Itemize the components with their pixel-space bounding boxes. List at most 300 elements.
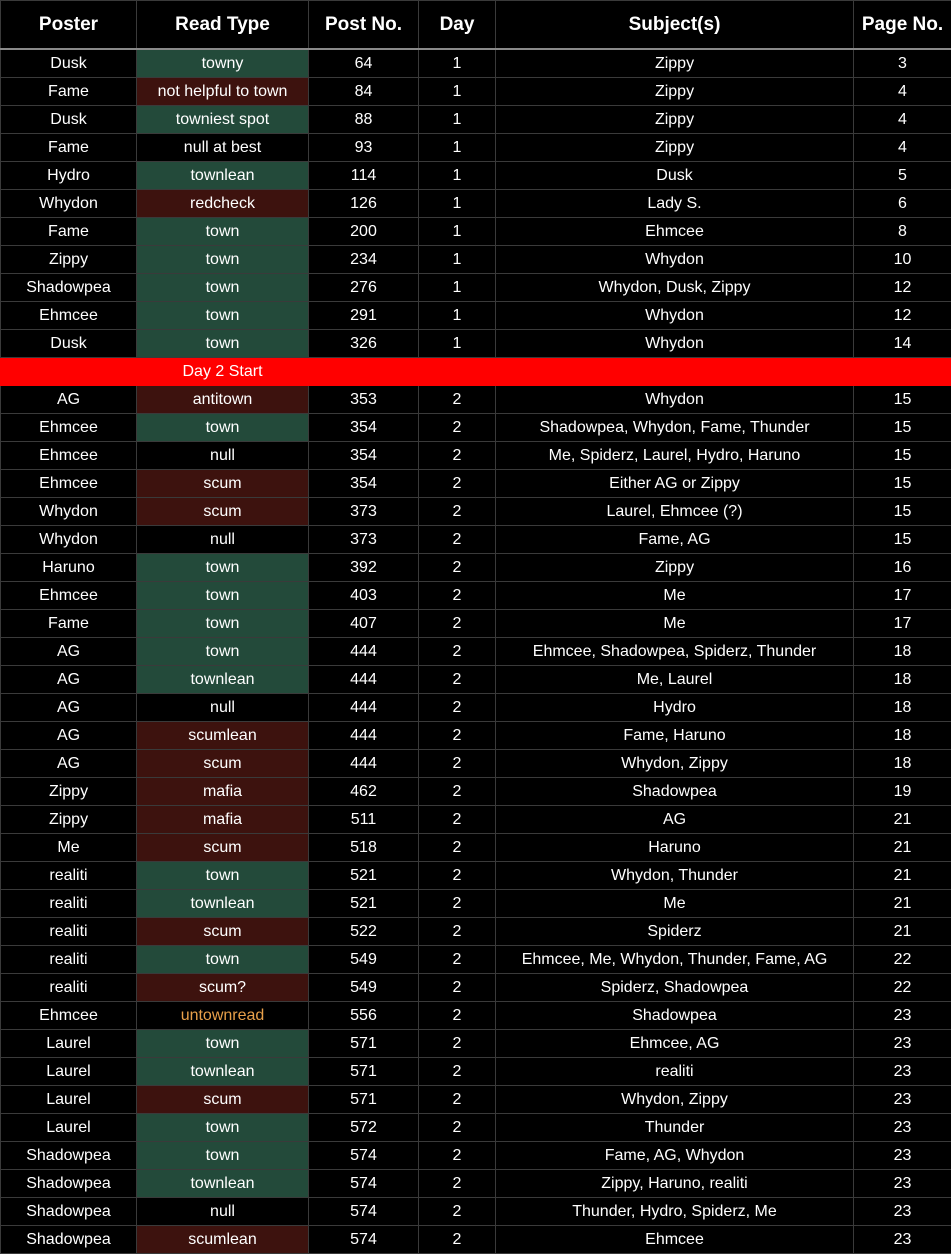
cell-post-no: 392 — [309, 554, 419, 582]
cell-read-type: null — [137, 442, 309, 470]
cell-day: 2 — [419, 498, 496, 526]
cell-post-no: 574 — [309, 1142, 419, 1170]
cell-page-no: 15 — [854, 414, 951, 442]
cell-read-type: town — [137, 554, 309, 582]
cell-day: 2 — [419, 694, 496, 722]
cell-poster: Me — [1, 834, 137, 862]
cell-page-no: 18 — [854, 750, 951, 778]
cell-day: 2 — [419, 442, 496, 470]
cell-post-no: 407 — [309, 610, 419, 638]
cell-poster: Zippy — [1, 778, 137, 806]
table-row — [1, 1226, 951, 1254]
cell-day: 2 — [419, 806, 496, 834]
cell-page-no: 6 — [854, 190, 951, 218]
cell-post-no: 572 — [309, 1114, 419, 1142]
cell-poster: Hydro — [1, 162, 137, 190]
cell-day: 1 — [419, 274, 496, 302]
table-row — [1, 638, 951, 666]
cell-post-no: 354 — [309, 442, 419, 470]
cell-poster: Laurel — [1, 1058, 137, 1086]
cell-read-type: town — [137, 610, 309, 638]
cell-post-no: 126 — [309, 190, 419, 218]
day-divider-cell — [1, 358, 137, 386]
cell-page-no: 23 — [854, 1226, 951, 1254]
cell-read-type: townlean — [137, 1170, 309, 1198]
cell-day: 2 — [419, 1030, 496, 1058]
cell-day: 2 — [419, 414, 496, 442]
cell-subjects: Zippy — [496, 78, 854, 106]
cell-page-no: 3 — [854, 49, 951, 78]
cell-poster: Shadowpea — [1, 1226, 137, 1254]
cell-day: 1 — [419, 162, 496, 190]
day-divider-row — [1, 358, 951, 386]
cell-day: 2 — [419, 1226, 496, 1254]
cell-read-type: townlean — [137, 162, 309, 190]
cell-page-no: 18 — [854, 638, 951, 666]
cell-page-no: 5 — [854, 162, 951, 190]
cell-page-no: 12 — [854, 274, 951, 302]
cell-read-type: not helpful to town — [137, 78, 309, 106]
cell-day: 2 — [419, 1002, 496, 1030]
cell-poster: Ehmcee — [1, 470, 137, 498]
cell-page-no: 23 — [854, 1086, 951, 1114]
cell-day: 2 — [419, 974, 496, 1002]
cell-page-no: 22 — [854, 974, 951, 1002]
cell-page-no: 23 — [854, 1114, 951, 1142]
cell-poster: Ehmcee — [1, 582, 137, 610]
table-row — [1, 218, 951, 246]
cell-subjects: realiti — [496, 1058, 854, 1086]
cell-subjects: Me — [496, 890, 854, 918]
cell-read-type: scum — [137, 834, 309, 862]
cell-page-no: 4 — [854, 78, 951, 106]
cell-poster: Whydon — [1, 190, 137, 218]
table-row — [1, 610, 951, 638]
cell-post-no: 354 — [309, 470, 419, 498]
cell-subjects: Thunder — [496, 1114, 854, 1142]
cell-page-no: 12 — [854, 302, 951, 330]
cell-poster: Ehmcee — [1, 1002, 137, 1030]
cell-read-type: town — [137, 246, 309, 274]
table-row — [1, 862, 951, 890]
cell-subjects: Thunder, Hydro, Spiderz, Me — [496, 1198, 854, 1226]
cell-poster: Ehmcee — [1, 414, 137, 442]
cell-day: 2 — [419, 1198, 496, 1226]
cell-post-no: 574 — [309, 1198, 419, 1226]
cell-poster: Ehmcee — [1, 442, 137, 470]
cell-poster: realiti — [1, 946, 137, 974]
cell-post-no: 444 — [309, 750, 419, 778]
cell-poster: realiti — [1, 890, 137, 918]
cell-subjects: Fame, Haruno — [496, 722, 854, 750]
cell-subjects: Spiderz, Shadowpea — [496, 974, 854, 1002]
header-page-no: Page No. — [854, 1, 951, 50]
cell-page-no: 23 — [854, 1198, 951, 1226]
cell-subjects: Zippy, Haruno, realiti — [496, 1170, 854, 1198]
cell-subjects: Ehmcee — [496, 218, 854, 246]
cell-read-type: townlean — [137, 666, 309, 694]
cell-subjects: Me, Spiderz, Laurel, Hydro, Haruno — [496, 442, 854, 470]
cell-page-no: 21 — [854, 890, 951, 918]
table-row — [1, 470, 951, 498]
cell-read-type: town — [137, 946, 309, 974]
cell-read-type: town — [137, 1114, 309, 1142]
cell-read-type: town — [137, 862, 309, 890]
cell-page-no: 15 — [854, 498, 951, 526]
cell-page-no: 21 — [854, 806, 951, 834]
cell-page-no: 10 — [854, 246, 951, 274]
cell-day: 1 — [419, 246, 496, 274]
cell-poster: AG — [1, 722, 137, 750]
cell-post-no: 64 — [309, 49, 419, 78]
cell-poster: Dusk — [1, 330, 137, 358]
cell-subjects: Me — [496, 582, 854, 610]
table-row — [1, 1002, 951, 1030]
cell-subjects: Lady S. — [496, 190, 854, 218]
cell-read-type: town — [137, 330, 309, 358]
cell-read-type: townlean — [137, 1058, 309, 1086]
cell-post-no: 521 — [309, 862, 419, 890]
cell-post-no: 403 — [309, 582, 419, 610]
cell-subjects: Whydon — [496, 386, 854, 414]
table-row — [1, 190, 951, 218]
table-row — [1, 974, 951, 1002]
cell-post-no: 373 — [309, 498, 419, 526]
cell-post-no: 114 — [309, 162, 419, 190]
cell-read-type: untownread — [137, 1002, 309, 1030]
cell-post-no: 574 — [309, 1226, 419, 1254]
cell-poster: realiti — [1, 862, 137, 890]
cell-page-no: 17 — [854, 610, 951, 638]
table-row — [1, 1086, 951, 1114]
header-row — [1, 1, 951, 50]
cell-read-type: scumlean — [137, 1226, 309, 1254]
cell-subjects: Whydon, Thunder — [496, 862, 854, 890]
cell-read-type: redcheck — [137, 190, 309, 218]
header-day: Day — [419, 1, 496, 50]
cell-page-no: 19 — [854, 778, 951, 806]
cell-post-no: 84 — [309, 78, 419, 106]
cell-page-no: 15 — [854, 470, 951, 498]
cell-subjects: Me, Laurel — [496, 666, 854, 694]
cell-read-type: town — [137, 218, 309, 246]
cell-read-type: towniest spot — [137, 106, 309, 134]
cell-read-type: town — [137, 302, 309, 330]
cell-post-no: 444 — [309, 722, 419, 750]
cell-read-type: null at best — [137, 134, 309, 162]
table-row — [1, 330, 951, 358]
cell-post-no: 444 — [309, 666, 419, 694]
cell-read-type: scum? — [137, 974, 309, 1002]
cell-post-no: 462 — [309, 778, 419, 806]
day-divider-cell — [419, 358, 496, 386]
cell-read-type: scum — [137, 498, 309, 526]
cell-day: 2 — [419, 918, 496, 946]
table-row — [1, 750, 951, 778]
header-read-type: Read Type — [137, 1, 309, 50]
cell-day: 2 — [419, 1086, 496, 1114]
cell-post-no: 444 — [309, 638, 419, 666]
day-divider-cell — [496, 358, 854, 386]
cell-poster: Laurel — [1, 1030, 137, 1058]
cell-page-no: 17 — [854, 582, 951, 610]
cell-page-no: 18 — [854, 722, 951, 750]
cell-day: 1 — [419, 106, 496, 134]
cell-post-no: 571 — [309, 1058, 419, 1086]
cell-read-type: antitown — [137, 386, 309, 414]
cell-day: 2 — [419, 386, 496, 414]
table-row — [1, 1030, 951, 1058]
cell-poster: Dusk — [1, 106, 137, 134]
cell-read-type: town — [137, 582, 309, 610]
table-row — [1, 554, 951, 582]
cell-post-no: 549 — [309, 946, 419, 974]
table-row — [1, 666, 951, 694]
cell-post-no: 522 — [309, 918, 419, 946]
table-row — [1, 526, 951, 554]
table-row — [1, 1058, 951, 1086]
cell-page-no: 21 — [854, 862, 951, 890]
cell-post-no: 354 — [309, 414, 419, 442]
cell-page-no: 21 — [854, 834, 951, 862]
cell-read-type: scum — [137, 918, 309, 946]
cell-post-no: 518 — [309, 834, 419, 862]
cell-page-no: 4 — [854, 134, 951, 162]
cell-subjects: Whydon — [496, 330, 854, 358]
cell-page-no: 15 — [854, 386, 951, 414]
table-row — [1, 1170, 951, 1198]
cell-poster: AG — [1, 638, 137, 666]
cell-day: 1 — [419, 134, 496, 162]
cell-poster: Shadowpea — [1, 1170, 137, 1198]
cell-post-no: 444 — [309, 694, 419, 722]
cell-post-no: 353 — [309, 386, 419, 414]
cell-page-no: 4 — [854, 106, 951, 134]
cell-post-no: 571 — [309, 1030, 419, 1058]
cell-post-no: 200 — [309, 218, 419, 246]
cell-subjects: Fame, AG — [496, 526, 854, 554]
cell-day: 1 — [419, 302, 496, 330]
cell-read-type: null — [137, 1198, 309, 1226]
cell-page-no: 23 — [854, 1142, 951, 1170]
cell-post-no: 88 — [309, 106, 419, 134]
cell-poster: realiti — [1, 918, 137, 946]
cell-day: 2 — [419, 862, 496, 890]
cell-day: 1 — [419, 49, 496, 78]
cell-subjects: Ehmcee, AG — [496, 1030, 854, 1058]
cell-subjects: Hydro — [496, 694, 854, 722]
table-row — [1, 302, 951, 330]
cell-poster: Shadowpea — [1, 1198, 137, 1226]
cell-page-no: 18 — [854, 694, 951, 722]
cell-day: 2 — [419, 834, 496, 862]
table-row — [1, 442, 951, 470]
table-row — [1, 778, 951, 806]
cell-read-type: null — [137, 526, 309, 554]
cell-read-type: mafia — [137, 806, 309, 834]
cell-poster: Fame — [1, 218, 137, 246]
table-row — [1, 918, 951, 946]
cell-day: 2 — [419, 582, 496, 610]
cell-page-no: 8 — [854, 218, 951, 246]
cell-poster: Laurel — [1, 1114, 137, 1142]
cell-post-no: 291 — [309, 302, 419, 330]
cell-day: 2 — [419, 890, 496, 918]
cell-read-type: scum — [137, 750, 309, 778]
cell-read-type: scumlean — [137, 722, 309, 750]
cell-subjects: Ehmcee — [496, 1226, 854, 1254]
cell-post-no: 373 — [309, 526, 419, 554]
cell-read-type: scum — [137, 1086, 309, 1114]
cell-poster: Zippy — [1, 246, 137, 274]
cell-subjects: Whydon — [496, 302, 854, 330]
cell-page-no: 14 — [854, 330, 951, 358]
cell-read-type: scum — [137, 470, 309, 498]
cell-poster: Zippy — [1, 806, 137, 834]
cell-subjects: Zippy — [496, 134, 854, 162]
cell-poster: Fame — [1, 610, 137, 638]
cell-day: 2 — [419, 1114, 496, 1142]
table-row — [1, 834, 951, 862]
table-row — [1, 582, 951, 610]
cell-day: 2 — [419, 526, 496, 554]
cell-day: 1 — [419, 330, 496, 358]
cell-post-no: 571 — [309, 1086, 419, 1114]
cell-day: 2 — [419, 666, 496, 694]
table-row — [1, 694, 951, 722]
cell-post-no: 234 — [309, 246, 419, 274]
table-row — [1, 890, 951, 918]
cell-subjects: Ehmcee, Me, Whydon, Thunder, Fame, AG — [496, 946, 854, 974]
table-row — [1, 106, 951, 134]
cell-day: 1 — [419, 218, 496, 246]
cell-subjects: Whydon, Dusk, Zippy — [496, 274, 854, 302]
cell-page-no: 16 — [854, 554, 951, 582]
table-row — [1, 1114, 951, 1142]
cell-subjects: Laurel, Ehmcee (?) — [496, 498, 854, 526]
cell-poster: Whydon — [1, 526, 137, 554]
cell-day: 2 — [419, 946, 496, 974]
cell-read-type: towny — [137, 49, 309, 78]
cell-read-type: town — [137, 274, 309, 302]
table-row — [1, 386, 951, 414]
cell-subjects: Shadowpea, Whydon, Fame, Thunder — [496, 414, 854, 442]
cell-subjects: Whydon, Zippy — [496, 750, 854, 778]
cell-read-type: town — [137, 638, 309, 666]
cell-day: 2 — [419, 470, 496, 498]
cell-poster: Dusk — [1, 49, 137, 78]
cell-page-no: 15 — [854, 526, 951, 554]
cell-page-no: 23 — [854, 1058, 951, 1086]
cell-subjects: Fame, AG, Whydon — [496, 1142, 854, 1170]
cell-day: 2 — [419, 638, 496, 666]
cell-day: 2 — [419, 778, 496, 806]
cell-poster: AG — [1, 386, 137, 414]
cell-poster: Laurel — [1, 1086, 137, 1114]
table-row — [1, 1198, 951, 1226]
cell-poster: Shadowpea — [1, 274, 137, 302]
cell-post-no: 93 — [309, 134, 419, 162]
cell-poster: AG — [1, 750, 137, 778]
cell-page-no: 23 — [854, 1170, 951, 1198]
cell-day: 2 — [419, 554, 496, 582]
cell-read-type: null — [137, 694, 309, 722]
cell-post-no: 521 — [309, 890, 419, 918]
cell-read-type: townlean — [137, 890, 309, 918]
cell-subjects: Whydon, Zippy — [496, 1086, 854, 1114]
cell-day: 2 — [419, 610, 496, 638]
day-divider-label: Day 2 Start — [137, 358, 309, 386]
header-poster: Poster — [1, 1, 137, 50]
cell-poster: Fame — [1, 134, 137, 162]
cell-day: 1 — [419, 190, 496, 218]
cell-subjects: Dusk — [496, 162, 854, 190]
header-post-no: Post No. — [309, 1, 419, 50]
cell-post-no: 276 — [309, 274, 419, 302]
cell-post-no: 549 — [309, 974, 419, 1002]
table-row — [1, 246, 951, 274]
cell-poster: Shadowpea — [1, 1142, 137, 1170]
cell-subjects: Shadowpea — [496, 778, 854, 806]
cell-subjects: AG — [496, 806, 854, 834]
cell-page-no: 21 — [854, 918, 951, 946]
cell-subjects: Either AG or Zippy — [496, 470, 854, 498]
cell-subjects: Zippy — [496, 49, 854, 78]
cell-day: 2 — [419, 750, 496, 778]
table-row — [1, 49, 951, 78]
cell-subjects: Ehmcee, Shadowpea, Spiderz, Thunder — [496, 638, 854, 666]
cell-page-no: 18 — [854, 666, 951, 694]
table-row — [1, 946, 951, 974]
cell-poster: Whydon — [1, 498, 137, 526]
header-subjects: Subject(s) — [496, 1, 854, 50]
table-row — [1, 274, 951, 302]
cell-read-type: town — [137, 1142, 309, 1170]
day-divider-cell — [309, 358, 419, 386]
cell-day: 2 — [419, 1142, 496, 1170]
cell-page-no: 22 — [854, 946, 951, 974]
cell-day: 1 — [419, 78, 496, 106]
cell-subjects: Shadowpea — [496, 1002, 854, 1030]
cell-subjects: Zippy — [496, 554, 854, 582]
cell-post-no: 556 — [309, 1002, 419, 1030]
table-row — [1, 498, 951, 526]
cell-poster: AG — [1, 666, 137, 694]
cell-day: 2 — [419, 722, 496, 750]
day-divider-cell — [854, 358, 951, 386]
cell-poster: AG — [1, 694, 137, 722]
table-row — [1, 1142, 951, 1170]
cell-subjects: Haruno — [496, 834, 854, 862]
cell-read-type: mafia — [137, 778, 309, 806]
table-row — [1, 414, 951, 442]
cell-page-no: 15 — [854, 442, 951, 470]
cell-read-type: town — [137, 1030, 309, 1058]
cell-poster: Fame — [1, 78, 137, 106]
cell-post-no: 326 — [309, 330, 419, 358]
cell-post-no: 574 — [309, 1170, 419, 1198]
cell-poster: Ehmcee — [1, 302, 137, 330]
cell-day: 2 — [419, 1170, 496, 1198]
table-row — [1, 722, 951, 750]
cell-page-no: 23 — [854, 1030, 951, 1058]
table-row — [1, 162, 951, 190]
table-row — [1, 134, 951, 162]
cell-subjects: Me — [496, 610, 854, 638]
cell-subjects: Spiderz — [496, 918, 854, 946]
cell-day: 2 — [419, 1058, 496, 1086]
table-row — [1, 78, 951, 106]
